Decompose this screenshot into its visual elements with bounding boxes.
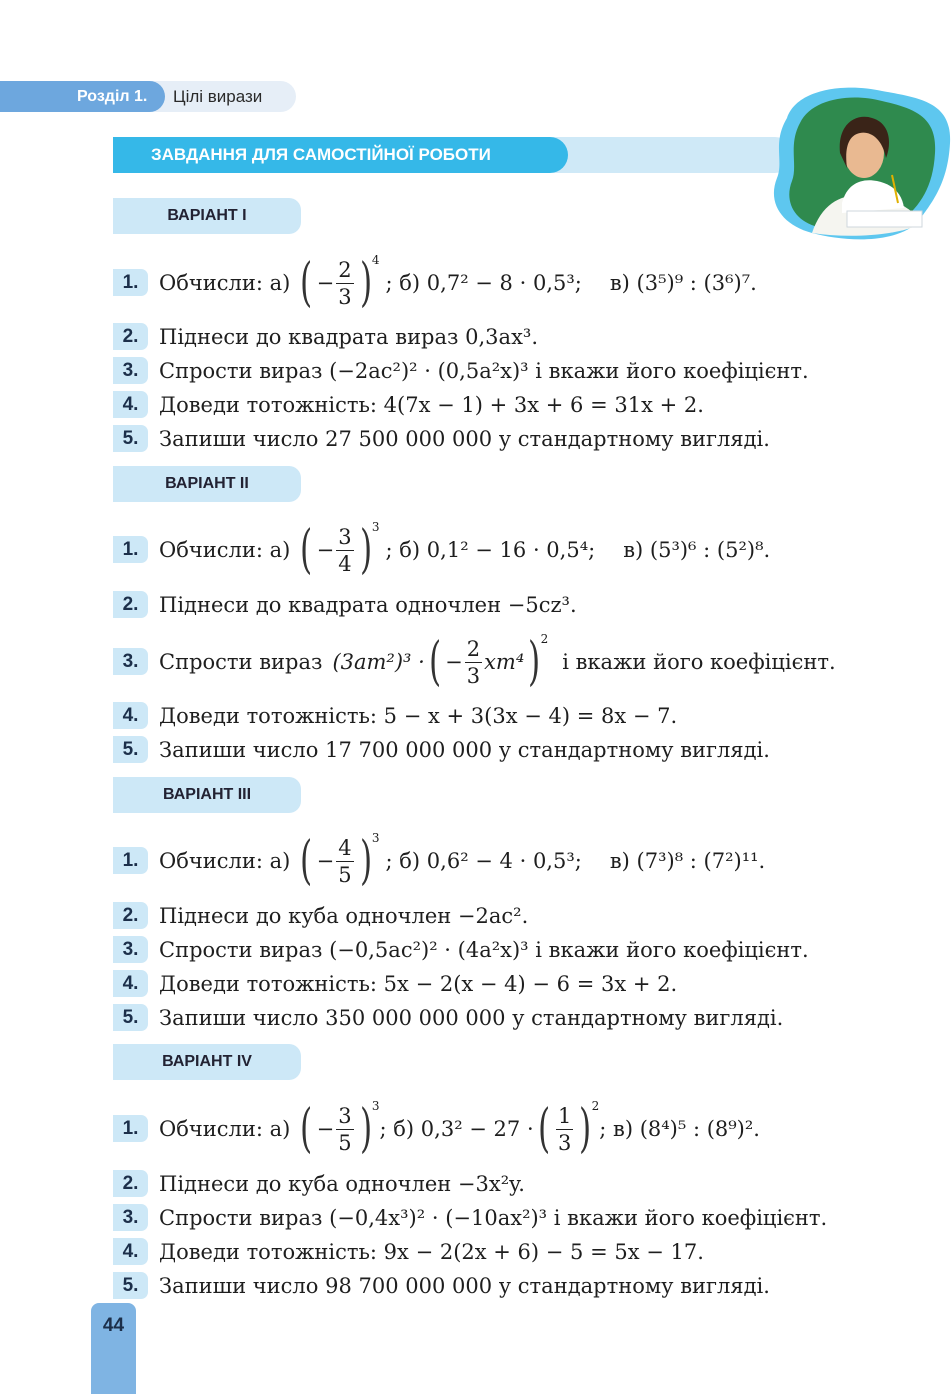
task-lead: Обчисли: а) [159, 538, 291, 562]
fraction-sign: − [316, 271, 335, 295]
exponent: 3 [371, 520, 380, 534]
task-part-c: в) (7³)⁸ : (7²)¹¹. [609, 849, 766, 873]
task-part-c: в) (5³)⁶ : (5²)⁸. [623, 538, 771, 562]
section-title: Цілі вирази [173, 87, 263, 106]
task-text: Піднеси до куба одночлен −2ac². [159, 904, 529, 928]
task-part-b: ; б) 0,1² − 16 · 0,5⁴; [385, 538, 596, 562]
task-lead: Обчисли: а) [159, 849, 291, 873]
task-number: 1. [113, 536, 148, 563]
task-lead: Обчисли: а) [159, 271, 291, 295]
task-number: 3. [113, 648, 148, 675]
page-number: 44 [102, 1315, 125, 1336]
variant-title: ВАРІАНТ І [113, 198, 301, 234]
fraction: $\frac{4}{5}$ [338, 835, 352, 887]
fraction-sign: − [316, 1117, 335, 1141]
task-tail: і вкажи його коефіцієнт. [562, 650, 836, 674]
task-number: 5. [113, 736, 148, 763]
fraction: $\frac{3}{5}$ [338, 1103, 352, 1155]
task-number: 2. [113, 323, 148, 350]
task-number: 1. [113, 1115, 148, 1142]
exponent: 2 [591, 1099, 600, 1113]
variant-title: ВАРІАНТ ІІ [113, 466, 301, 502]
task-text: Запиши число 350 000 000 000 у стандартному вигляді. [159, 1006, 784, 1030]
task-expression: (3am²)³ · [332, 650, 425, 674]
task-text: Спрости вираз (−0,5ac²)² · (4a²x)³ і вкажи його коефіцієнт. [159, 938, 809, 962]
task-text: Запиши число 27 500 000 000 у стандартному вигляді. [159, 427, 770, 451]
task-number: 5. [113, 425, 148, 452]
task-lead: Обчисли: а) [159, 1117, 291, 1141]
fraction-sign: − [316, 538, 335, 562]
task-number: 1. [113, 847, 148, 874]
task-number: 5. [113, 1004, 148, 1031]
task-number: 3. [113, 1204, 148, 1231]
task-number: 1. [113, 269, 148, 296]
variant-title: ВАРІАНТ ІІІ [113, 777, 301, 813]
page-number-tab [91, 1303, 136, 1394]
task-number: 3. [113, 936, 148, 963]
task-text: Доведи тотожність: 5 − x + 3(3x − 4) = 8x − 7. [159, 704, 678, 728]
student-writing-photo [752, 83, 952, 243]
task-part-c: ; в) (8⁴)⁵ : (8⁹)². [599, 1117, 760, 1141]
task-number: 2. [113, 1170, 148, 1197]
fraction: $\frac{2}{3}$ [338, 257, 352, 309]
task-part-b: ; б) 0,3² − 27 · [379, 1117, 534, 1141]
exponent: 4 [371, 253, 380, 267]
task-text: Доведи тотожність: 5x − 2(x − 4) − 6 = 3x + 2. [159, 972, 678, 996]
task-text: Піднеси до квадрата одночлен −5cz³. [159, 593, 577, 617]
exponent: 3 [371, 831, 380, 845]
task-text: Піднеси до куба одночлен −3x²y. [159, 1172, 525, 1196]
fraction: $\frac{1}{3}$ [557, 1103, 572, 1155]
task-text: Доведи тотожність: 4(7x − 1) + 3x + 6 = 31x + 2. [159, 393, 704, 417]
task-number: 2. [113, 591, 148, 618]
task-number: 4. [113, 391, 148, 418]
task-number: 4. [113, 970, 148, 997]
task-number: 5. [113, 1272, 148, 1299]
assignment-banner: ЗАВДАННЯ ДЛЯ САМОСТІЙНОЇ РОБОТИ [113, 137, 568, 173]
task-number: 3. [113, 357, 148, 384]
fraction: $\frac{3}{4}$ [338, 524, 352, 576]
task-expression: xm⁴ [484, 650, 525, 674]
exponent: 3 [371, 1099, 380, 1113]
section-header [0, 81, 296, 112]
task-number: 2. [113, 902, 148, 929]
task-text: Запиши число 98 700 000 000 у стандартному вигляді. [159, 1274, 770, 1298]
section-label: Розділ 1. [77, 88, 148, 105]
task-text: Спрости вираз (−0,4x³)² · (−10ax²)³ і вкажи його коефіцієнт. [159, 1206, 828, 1230]
variant-title: ВАРІАНТ ІV [113, 1044, 301, 1080]
task-part-b: ; б) 0,6² − 4 · 0,5³; [385, 849, 582, 873]
task-part-b: ; б) 0,7² − 8 · 0,5³; [385, 271, 582, 295]
task-text: Запиши число 17 700 000 000 у стандартному вигляді. [159, 738, 770, 762]
task-number: 4. [113, 702, 148, 729]
fraction: $\frac{2}{3}$ [466, 636, 481, 688]
task-text: Доведи тотожність: 9x − 2(2x + 6) − 5 = 5x − 17. [159, 1240, 704, 1264]
fraction-sign: − [316, 849, 335, 873]
task-text: Спрости вираз (−2ac²)² · (0,5a²x)³ і вкажи його коефіцієнт. [159, 359, 809, 383]
task-lead: Спрости вираз [159, 650, 323, 674]
task-part-c: в) (3⁵)⁹ : (3⁶)⁷. [609, 271, 757, 295]
task-number: 4. [113, 1238, 148, 1265]
exponent: 2 [540, 632, 549, 646]
task-text: Піднеси до квадрата вираз 0,3ax³. [159, 325, 539, 349]
